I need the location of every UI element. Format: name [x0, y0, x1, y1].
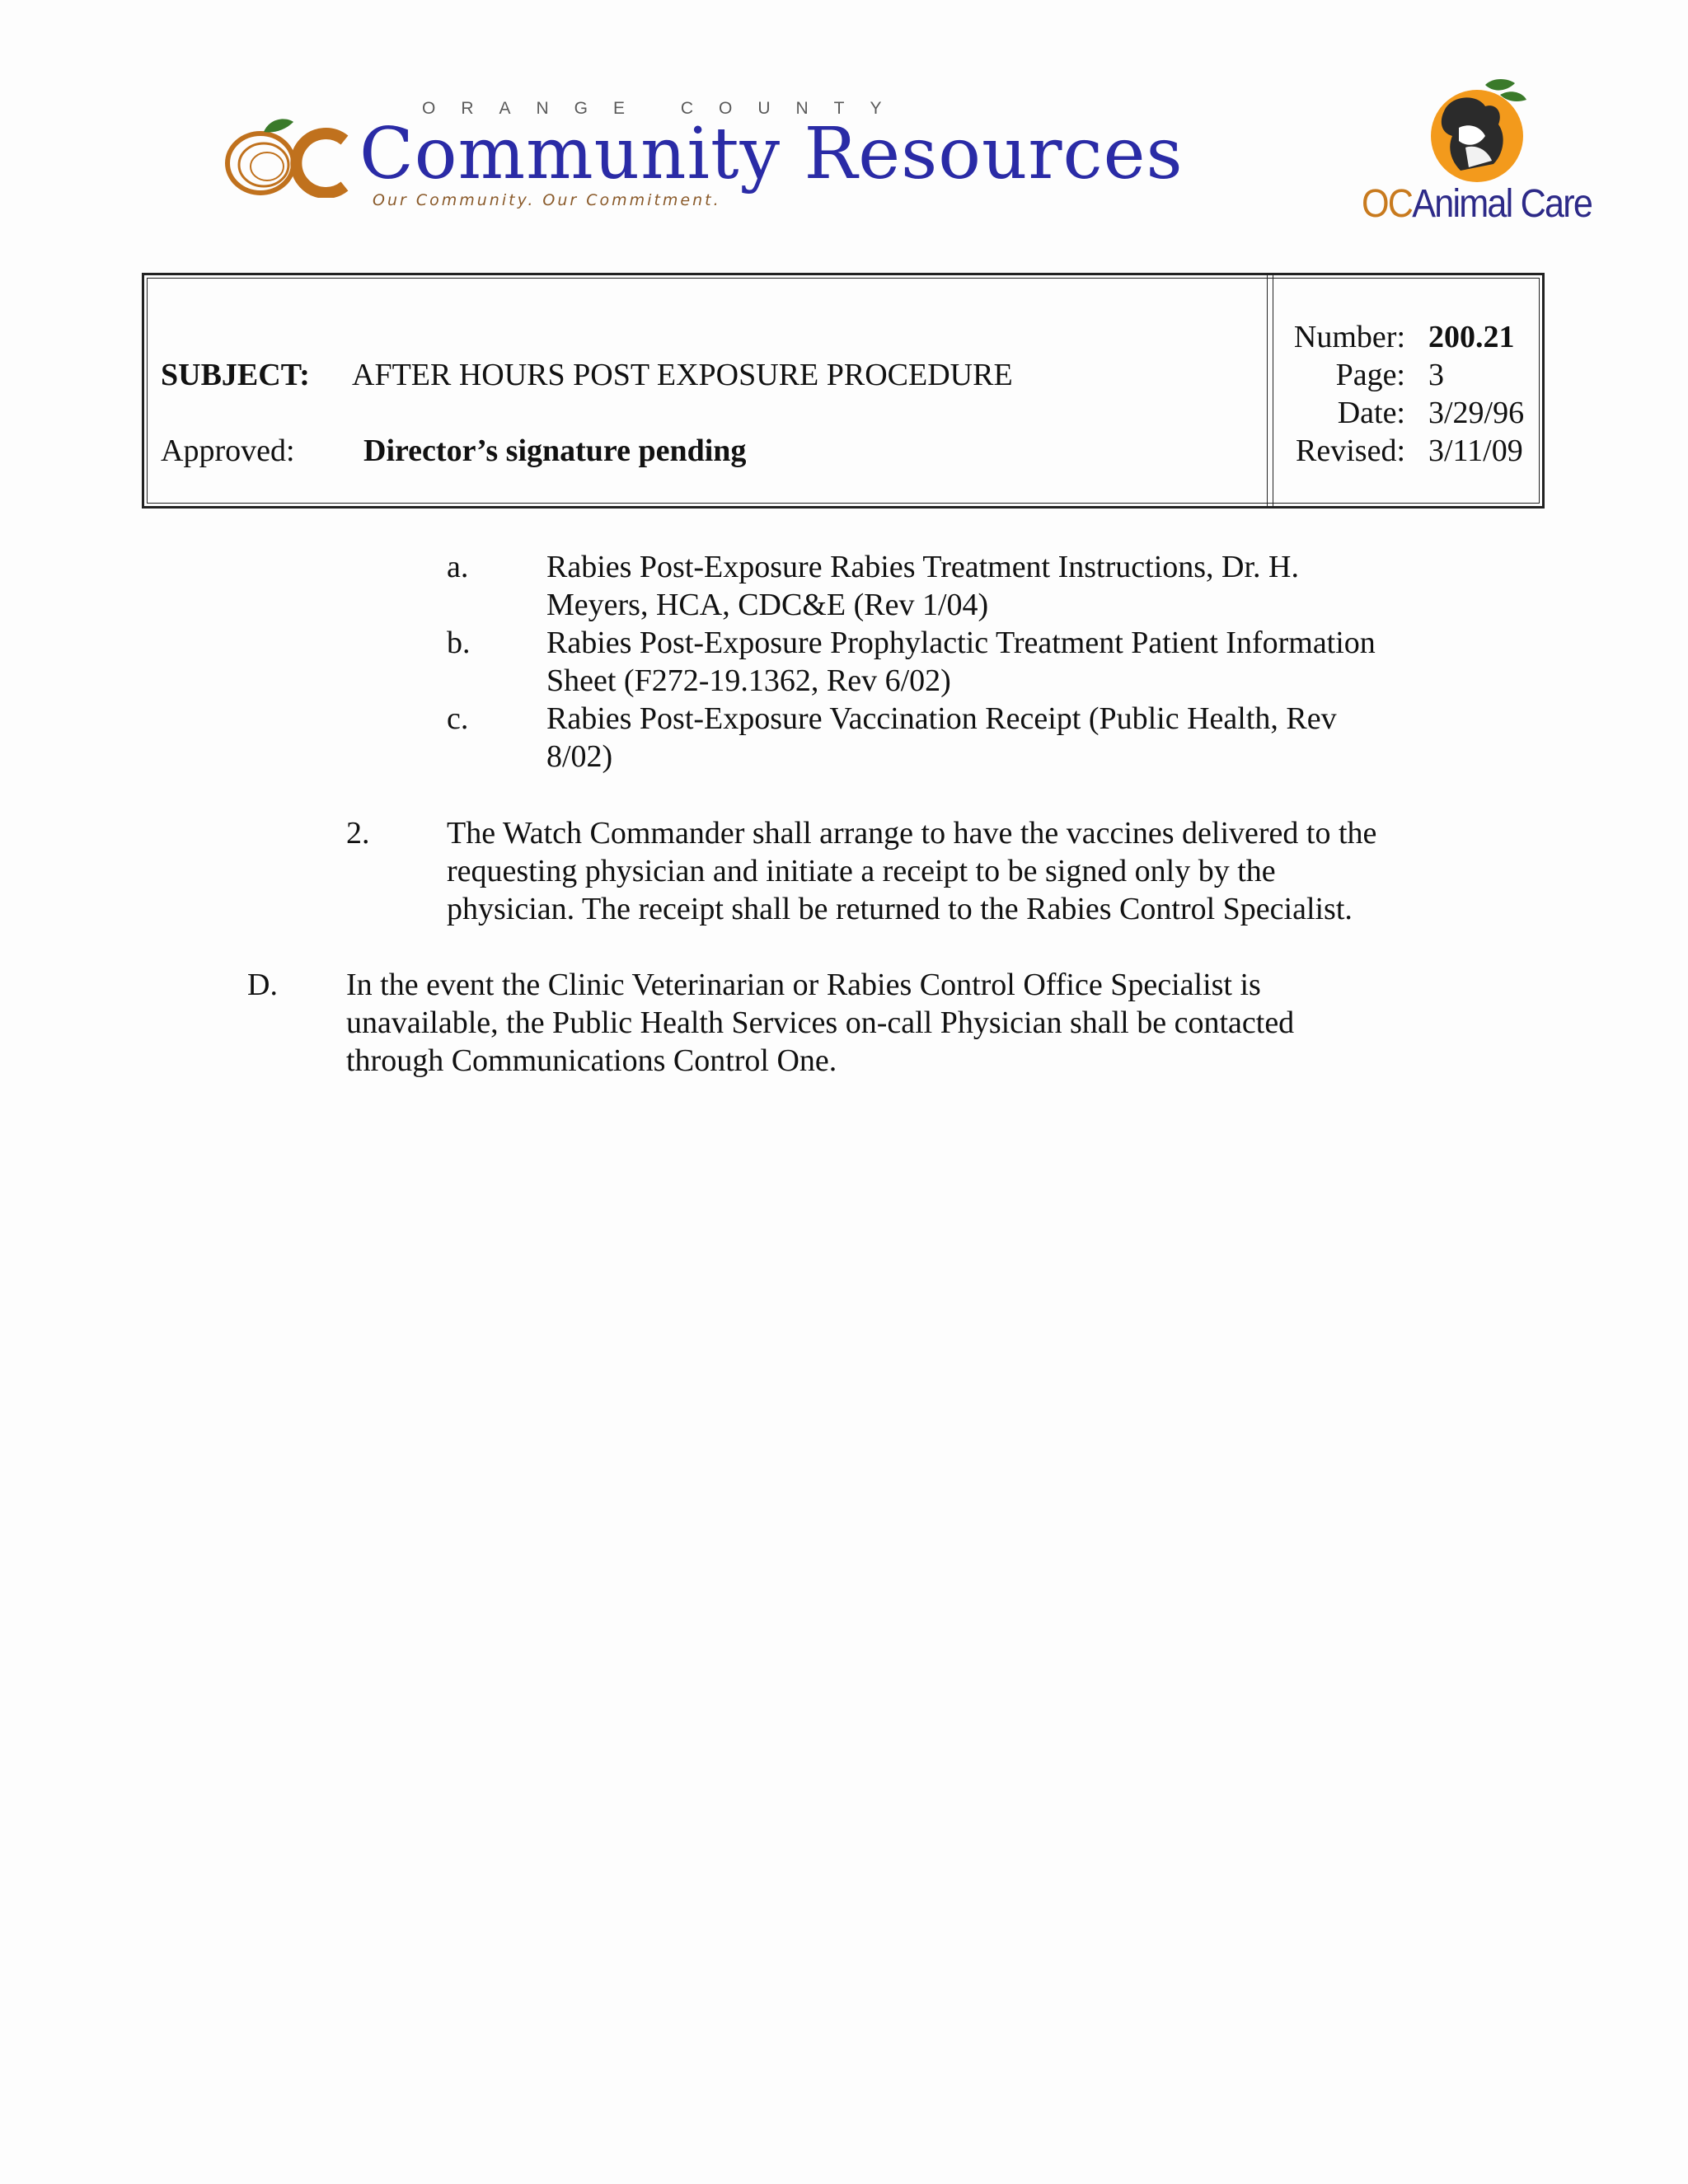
- item-c-line2: 8/02): [546, 739, 613, 774]
- item-d-marker: D.: [247, 968, 278, 1002]
- animal-care-rest: Animal Care: [1412, 182, 1592, 226]
- item-b-line2: Sheet (F272-19.1362, Rev 6/02): [546, 663, 951, 698]
- revised-label: Revised:: [1296, 434, 1405, 468]
- revised-value: 3/11/09: [1428, 434, 1523, 468]
- approved-label: Approved:: [161, 434, 295, 468]
- item-2-line3: physician. The receipt shall be returned to the Rabies Control Specialist.: [447, 892, 1353, 926]
- item-b-marker: b.: [447, 626, 471, 660]
- number-label: Number:: [1293, 320, 1405, 354]
- item-d-line3: through Communications Control One.: [346, 1043, 837, 1078]
- item-d-line2: unavailable, the Public Health Services on-call Physician shall be contacted: [346, 1005, 1295, 1040]
- logo-tagline: Our Community. Our Commitment.: [373, 191, 721, 209]
- item-2-line1: The Watch Commander shall arrange to have the vaccines delivered to the: [447, 816, 1377, 851]
- page-label: Page:: [1335, 358, 1405, 392]
- item-d-line1: In the event the Clinic Veterinarian or Rabies Control Office Specialist is: [346, 968, 1261, 1002]
- item-a-line1: Rabies Post-Exposure Rabies Treatment Instructions, Dr. H.: [546, 550, 1299, 584]
- subject-label: SUBJECT:: [161, 358, 310, 392]
- item-a-marker: a.: [447, 550, 469, 584]
- item-a-line2: Meyers, HCA, CDC&E (Rev 1/04): [546, 588, 989, 622]
- orange-logo-icon: [221, 115, 361, 198]
- approved-value: Director’s signature pending: [363, 434, 747, 468]
- subject-value: AFTER HOURS POST EXPOSURE PROCEDURE: [352, 358, 1013, 392]
- item-c-marker: c.: [447, 701, 469, 736]
- box-divider: [1267, 275, 1273, 506]
- county-label: ORANGE COUNTY: [422, 99, 907, 118]
- page-value: 3: [1428, 358, 1444, 392]
- logo-name: Community Resources: [359, 113, 1184, 195]
- oc-community-resources-logo: [221, 97, 1243, 221]
- number-value: 200.21: [1428, 320, 1515, 354]
- item-2-marker: 2.: [346, 816, 370, 851]
- animal-care-oc: OC: [1362, 182, 1413, 226]
- item-b-line1: Rabies Post-Exposure Prophylactic Treatment Patient Information: [546, 626, 1376, 660]
- date-label: Date:: [1337, 396, 1405, 430]
- animal-silhouette-icon: [1362, 78, 1568, 185]
- date-value: 3/29/96: [1428, 396, 1525, 430]
- oc-animal-care-logo: [1362, 78, 1592, 235]
- subject-box: [142, 273, 1545, 509]
- item-c-line1: Rabies Post-Exposure Vaccination Receipt (Public Health, Rev: [546, 701, 1337, 736]
- item-2-line2: requesting physician and initiate a receipt to be signed only by the: [447, 854, 1276, 888]
- animal-care-name: [1362, 181, 1592, 227]
